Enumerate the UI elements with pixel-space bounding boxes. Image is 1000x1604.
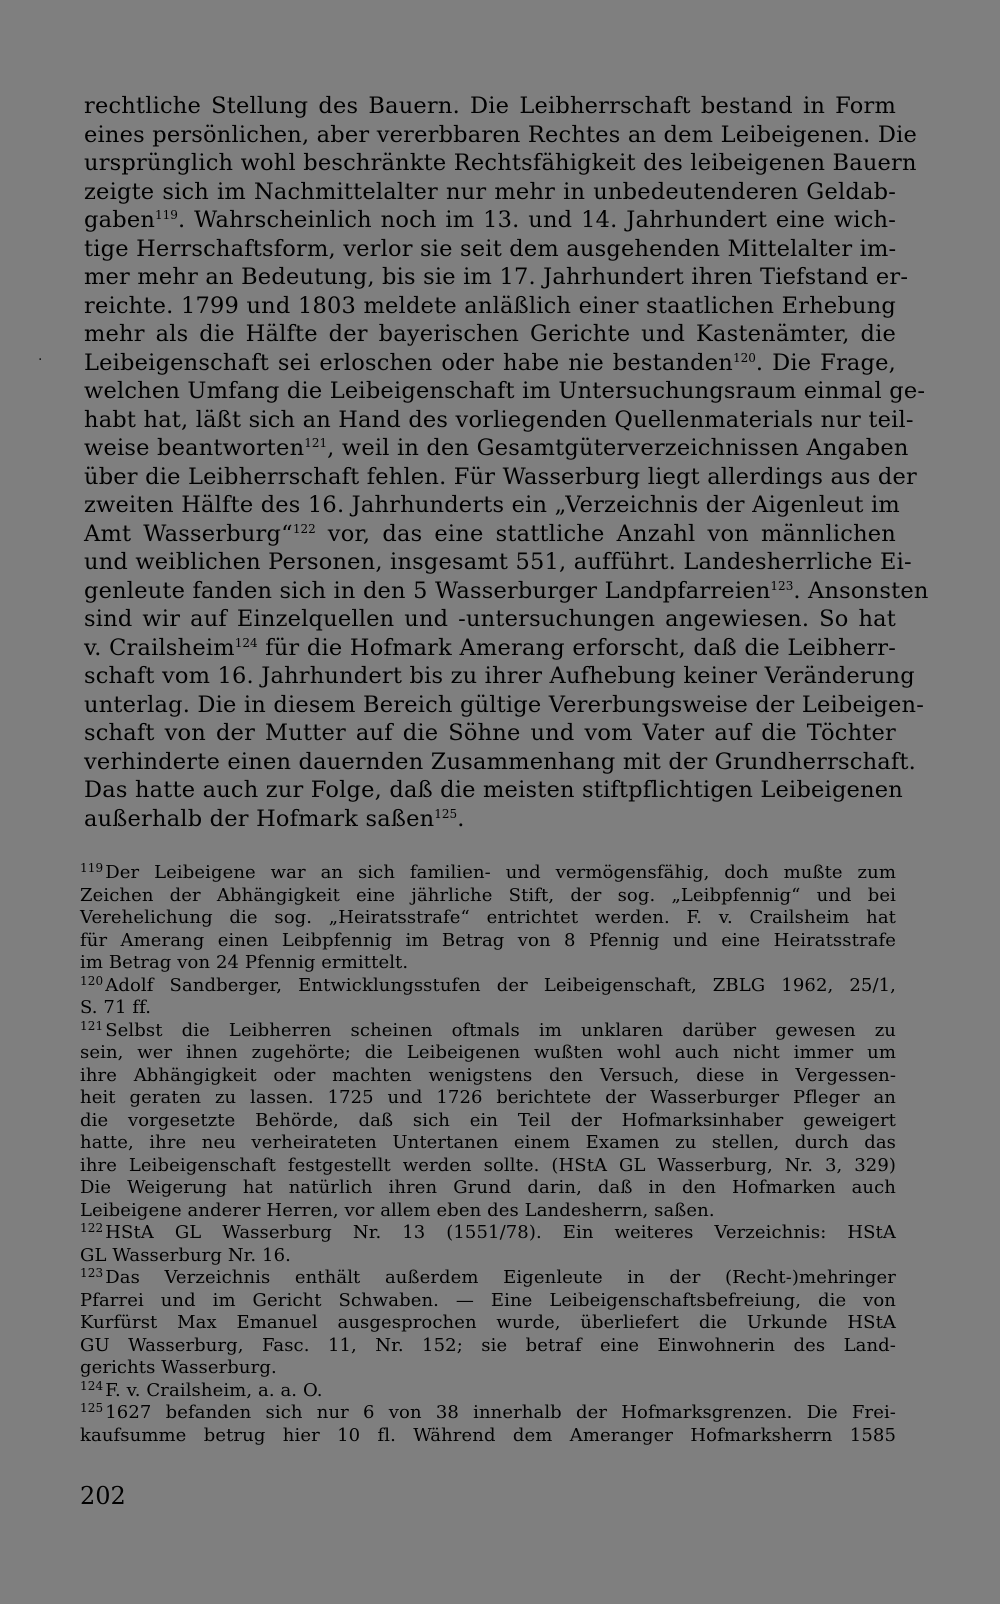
footnote-text: ihre Abhängigkeit oder machten wenigstens den Versuch, diese in Vergessen- <box>80 1064 896 1086</box>
body-line <box>84 406 914 435</box>
body-line-text: . Wahrscheinlich noch im 13. und 14. Jahrhundert eine wich- <box>177 207 896 233</box>
page-number: 202 <box>80 1482 126 1510</box>
footnote-line <box>80 952 896 975</box>
footnote-text: Kurfürst Max Emanuel ausgesprochen wurde, überliefert die Urkunde HStA <box>80 1312 896 1333</box>
footnote-text: Zeichen der Abhängigkeit eine jährliche Stift, der sog. „Leibpfennig“ und bei <box>80 884 896 906</box>
footnote-line <box>80 1245 896 1268</box>
body-line-text: schaft vom 16. Jahrhundert bis zu ihrer Aufhebung keiner Veränderung <box>84 663 915 689</box>
footnote-start-line <box>80 1402 896 1425</box>
body-line-text: verhinderte einen dauernden Zusammenhang mit der Grundherrschaft. <box>84 748 917 775</box>
footnote-text: Der Leibeigene war an sich familien- und vermögensfähig, doch mußte zum <box>105 862 896 883</box>
footnotes <box>80 862 896 1447</box>
footnote-reference[interactable]: 125 <box>434 806 458 821</box>
body-line-text: v. Crailsheim <box>84 634 235 661</box>
body-line <box>84 577 929 606</box>
body-line <box>84 520 896 549</box>
footnote-number: 120 <box>80 973 104 988</box>
footnote-text: die vorgesetzte Behörde, daß sich ein Teil der Hofmarksinhaber geweigert <box>80 1109 896 1131</box>
body-line-text: welchen Umfang die Leibeigenschaft im Untersuchungsraum einmal ge- <box>84 378 926 404</box>
footnote-text: Pfarrei und im Gericht Schwaben. — Eine Leibeigenschaftsbefreiung, die von <box>80 1289 896 1311</box>
body-line <box>84 121 918 150</box>
footnote-start-line <box>80 1380 896 1403</box>
footnote-number: 125 <box>80 1401 104 1415</box>
footnote-text: im Betrag von 24 Pfennig ermittelt. <box>80 952 409 973</box>
footnote-line <box>80 885 896 908</box>
footnote-line <box>80 930 896 953</box>
footnote-reference[interactable]: 123 <box>770 578 794 593</box>
body-line <box>84 463 917 492</box>
footnote-start-line <box>80 1222 896 1245</box>
body-line-text: rechtliche Stellung des Bauern. Die Leibherrschaft bestand in Form <box>84 93 896 119</box>
footnote-text: 1627 befanden sich nur 6 von 38 innerhalb der Hofmarksgrenzen. Die Frei- <box>105 1402 896 1423</box>
body-line-text: unterlag. Die in diesem Bereich gültige Vererbungsweise der Leibeigen- <box>84 691 925 718</box>
body-line-text: für die Hofmark Amerang erforscht, daß die Leibherr- <box>257 634 896 661</box>
body-line-text: sind wir auf Einzelquellen und -untersuchungen angewiesen. So hat <box>84 606 896 632</box>
body-line-text: Das hatte auch zur Folge, daß die meisten stiftpflichtigen Leibeigenen <box>84 777 903 803</box>
body-line-text: genleute fanden sich in den 5 Wasserburger Landpfarreien <box>84 577 771 604</box>
footnote-line <box>80 1290 896 1313</box>
body-line-text: Amt Wasserburg“ <box>84 520 293 547</box>
body-line-text: habt hat, läßt sich an Hand des vorliegenden Quellenmaterials nur teil- <box>84 406 914 433</box>
footnote-line <box>80 1200 896 1223</box>
footnote-line <box>80 1155 896 1178</box>
footnote-number: 123 <box>80 1266 104 1280</box>
footnote-line <box>80 1065 896 1088</box>
body-line-text: schaft von der Mutter auf die Söhne und vom Vater auf die Töchter <box>84 720 896 746</box>
body-line-text: . <box>457 805 465 832</box>
body-line-text: mer mehr an Bedeutung, bis sie im 17. Jahrhundert ihren Tiefstand er- <box>84 264 909 290</box>
footnote-text: sein, wer ihnen zugehörte; die Leibeigenen wußten wohl auch nicht immer um <box>80 1042 896 1063</box>
footnote-line <box>80 1177 896 1200</box>
footnote-text: hatte, ihre neu verheirateten Untertanen einem Examen zu stellen, durch das <box>80 1132 896 1153</box>
body-line <box>84 178 896 207</box>
body-line <box>84 206 896 235</box>
margin-mark: · <box>38 352 43 368</box>
body-line-text: . Ansonsten <box>793 577 929 604</box>
body-line-text: reichte. 1799 und 1803 meldete anläßlich einer staatlichen Erhebung <box>84 292 896 319</box>
footnote-start-line <box>80 1267 896 1290</box>
body-line <box>84 92 896 121</box>
body-line <box>84 748 917 777</box>
footnote-reference[interactable]: 121 <box>304 436 328 450</box>
body-line-text: gaben <box>84 207 156 233</box>
footnote-number: 121 <box>80 1018 104 1033</box>
footnote-text: gerichts Wasserburg. <box>80 1357 277 1378</box>
body-line <box>84 149 917 178</box>
body-line <box>84 776 903 805</box>
body-line-text: weise beantworten <box>84 435 305 461</box>
body-line-text: . Die Frage, <box>755 349 896 376</box>
footnote-number: 124 <box>80 1378 104 1393</box>
footnote-number: 119 <box>80 861 104 875</box>
body-line-text: Leibeigenschaft sei erloschen oder habe nie bestanden <box>84 349 733 376</box>
body-line-text: eines persönlichen, aber vererbbaren Rechtes an dem Leibeigenen. Die <box>84 121 918 148</box>
footnote-line <box>80 1312 896 1335</box>
footnote-text: F. v. Crailsheim, a. a. O. <box>105 1379 323 1401</box>
footnote-start-line <box>80 975 896 998</box>
body-line-text: tige Herrschaftsform, verlor sie seit dem ausgehenden Mittelalter im- <box>84 235 897 262</box>
footnote-reference[interactable]: 120 <box>733 350 756 365</box>
footnote-text: GU Wasserburg, Fasc. 11, Nr. 152; sie betraf eine Einwohnerin des Land- <box>80 1334 896 1356</box>
body-line <box>84 662 915 691</box>
footnote-line <box>80 1087 896 1110</box>
footnote-line <box>80 1425 896 1448</box>
body-line <box>84 349 896 378</box>
footnote-line <box>80 907 896 930</box>
footnote-reference[interactable]: 119 <box>155 208 178 222</box>
footnote-text: heit geraten zu lassen. 1725 und 1726 berichtete der Wasserburger Pfleger an <box>80 1087 896 1108</box>
footnote-text: S. 71 ff. <box>80 997 152 1018</box>
footnote-text: Die Weigerung hat natürlich ihren Grund darin, daß in den Hofmarken auch <box>80 1177 896 1198</box>
body-text <box>84 92 929 833</box>
body-line <box>84 320 896 349</box>
footnote-line <box>80 997 896 1020</box>
footnote-reference[interactable]: 124 <box>234 635 258 650</box>
body-line <box>84 634 896 663</box>
body-line <box>84 292 896 321</box>
body-line <box>84 263 909 292</box>
body-line <box>84 235 896 264</box>
footnote-line <box>80 1042 896 1065</box>
footnote-line <box>80 1335 896 1358</box>
footnote-line <box>80 1110 896 1133</box>
footnote-text: Selbst die Leibherren scheinen oftmals im unklaren darüber gewesen zu <box>105 1019 896 1041</box>
footnote-number: 122 <box>80 1221 104 1235</box>
body-line-text: , weil in den Gesamtgüterverzeichnissen Angaben <box>327 435 909 461</box>
body-line-text: zeigte sich im Nachmittelalter nur mehr in unbedeutenderen Geldab- <box>84 178 896 205</box>
body-line-text: zweiten Hälfte des 16. Jahrhunderts ein „Verzeichnis der Aigenleut im <box>84 492 900 518</box>
footnote-text: kaufsumme betrug hier 10 fl. Während dem Ameranger Hofmarksherrn 1585 <box>80 1424 896 1446</box>
footnote-start-line <box>80 1020 896 1043</box>
footnote-start-line <box>80 862 896 885</box>
footnote-text: Leibeigene anderer Herren, vor allem eben des Landesherrn, saßen. <box>80 1199 715 1221</box>
footnote-text: ihre Leibeigenschaft festgestellt werden sollte. (HStA GL Wasserburg, Nr. 3, 329) <box>80 1154 896 1176</box>
footnote-text: für Amerang einen Leibpfennig im Betrag von 8 Pfennig und eine Heiratsstrafe <box>80 929 896 951</box>
body-line-text: ursprünglich wohl beschränkte Rechtsfähigkeit des leibeigenen Bauern <box>84 150 917 176</box>
footnote-line <box>80 1357 896 1380</box>
body-line-text: und weiblichen Personen, insgesamt 551, aufführt. Landesherrliche Ei- <box>84 549 912 575</box>
body-line <box>84 377 926 406</box>
footnote-text: HStA GL Wasserburg Nr. 13 (1551/78). Ein weiteres Verzeichnis: HStA <box>105 1222 896 1243</box>
footnote-text: Das Verzeichnis enthält außerdem Eigenleute in der (Recht-)mehringer <box>105 1267 896 1288</box>
body-line-text: vor, das eine stattliche Anzahl von männlichen <box>315 520 896 547</box>
footnote-line <box>80 1132 896 1155</box>
body-line <box>84 491 900 520</box>
body-line <box>84 691 925 720</box>
body-line <box>84 719 896 748</box>
footnote-text: Adolf Sandberger, Entwicklungsstufen der Leibeigenschaft, ZBLG 1962, 25/1, <box>105 974 896 996</box>
body-line-text: mehr als die Hälfte der bayerischen Gerichte und Kastenämter, die <box>84 321 896 347</box>
body-line-text: außerhalb der Hofmark saßen <box>84 805 435 832</box>
body-line-text: über die Leibherrschaft fehlen. Für Wasserburg liegt allerdings aus der <box>84 463 917 490</box>
body-line <box>84 548 912 577</box>
body-line <box>84 605 896 634</box>
footnote-text: GL Wasserburg Nr. 16. <box>80 1244 291 1266</box>
body-line <box>84 805 896 834</box>
footnote-text: Verehelichung die sog. „Heiratsstrafe“ entrichtet werden. F. v. Crailsheim hat <box>80 907 896 928</box>
footnote-reference[interactable]: 122 <box>292 521 316 536</box>
body-line <box>84 434 909 463</box>
